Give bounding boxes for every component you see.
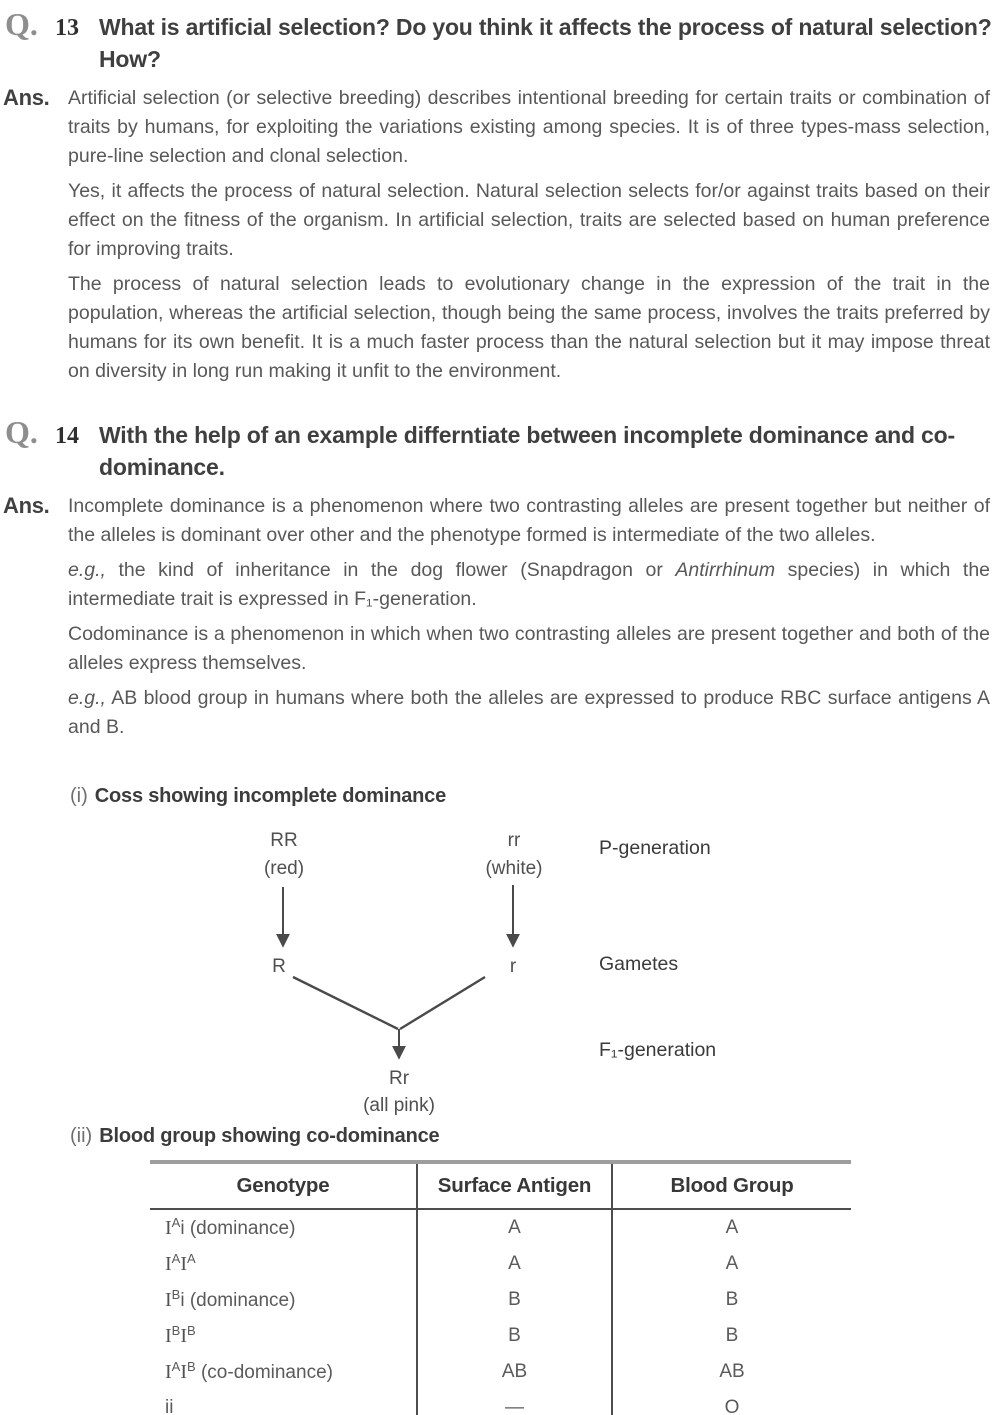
- genotype-text: I: [165, 1216, 172, 1239]
- answer-14-content: [68, 492, 990, 748]
- question-13: [5, 6, 993, 75]
- table-row: [150, 1390, 851, 1415]
- surface-antigen-cell: B: [417, 1318, 612, 1354]
- blood-group-cell: A: [612, 1246, 851, 1282]
- blood-group-cell: O: [612, 1390, 851, 1415]
- species-name: Antirrhinum: [675, 559, 776, 581]
- paragraph: [68, 684, 990, 742]
- paragraph-text: AB blood group in humans where both the alleles are expressed to produce RBC surface antigens A and B.: [68, 687, 990, 738]
- genotype-cell: [150, 1246, 417, 1282]
- column-header-blood-group: Blood Group: [612, 1164, 851, 1209]
- table-row: [150, 1246, 851, 1282]
- surface-antigen-cell: B: [417, 1282, 612, 1318]
- question-marker: Q.: [5, 6, 38, 42]
- genotype-text: I: [180, 1324, 188, 1347]
- surface-antigen-cell: AB: [417, 1354, 612, 1390]
- p-generation-label: P-generation: [599, 837, 711, 859]
- surface-antigen-cell: A: [417, 1246, 612, 1282]
- cross-line-left: [293, 977, 398, 1029]
- table-body: [150, 1209, 851, 1415]
- subheading-text: Blood group showing co-dominance: [99, 1125, 440, 1147]
- genotype-text: I: [165, 1252, 172, 1275]
- subheading-cross-diagram: [70, 785, 446, 808]
- f1-genotype: Rr: [388, 1068, 410, 1089]
- surface-antigen-cell: A: [417, 1209, 612, 1246]
- blood-group-cell: A: [612, 1209, 851, 1246]
- gametes-label: Gametes: [599, 953, 679, 975]
- surface-antigen-cell: —: [417, 1390, 612, 1415]
- incomplete-dominance-cross-diagram: [0, 815, 999, 1120]
- parent1-genotype: RR: [270, 830, 298, 851]
- subheading-blood-group-table: [70, 1125, 439, 1148]
- question-text: With the help of an example differntiate between incomplete dominance and co-dominance.: [99, 422, 955, 480]
- answer-label: Ans.: [3, 85, 50, 110]
- genotype-cell: [150, 1282, 417, 1318]
- table-row: [150, 1318, 851, 1354]
- genotype-text: I: [180, 1360, 188, 1383]
- allele-superscript: A: [171, 1250, 181, 1266]
- question-number: 14: [55, 423, 79, 449]
- allele-superscript: B: [187, 1358, 196, 1374]
- f1-phenotype: (all pink): [363, 1095, 435, 1116]
- allele-superscript: A: [171, 1358, 181, 1374]
- answer-label: Ans.: [3, 493, 50, 518]
- parent1-phenotype: (red): [263, 858, 305, 879]
- table-row: [150, 1354, 851, 1390]
- f1-generation-label: F₁-generation: [599, 1039, 717, 1061]
- paragraph: Incomplete dominance is a phenomenon where two contrasting alleles are present together but neither of the alleles is dominant over other and the phenotype formed is intermediate of the two alleles.: [68, 495, 990, 546]
- allele-superscript: B: [171, 1286, 181, 1302]
- blood-group-cell: B: [612, 1282, 851, 1318]
- table-header-row: [150, 1164, 851, 1209]
- genotype-cell: [150, 1209, 417, 1246]
- table-row: [150, 1209, 851, 1246]
- column-header-genotype: Genotype: [150, 1164, 417, 1209]
- genotype-cell: [150, 1318, 417, 1354]
- paragraph-text: the kind of inheritance in the dog flower (Snapdragon or: [105, 559, 676, 581]
- cross-line-right: [400, 977, 485, 1029]
- question-14: [5, 414, 993, 483]
- gamete-r-small: r: [509, 956, 517, 977]
- genotype-text: (co-dominance): [195, 1361, 333, 1383]
- paragraph-text: species) in which the intermediate trait is expressed in F₁-generation.: [68, 559, 991, 610]
- paragraph: Yes, it affects the process of natural selection. Natural selection selects for/or against traits based on their effect on the fitness of the organism. In artificial selection, traits are selected based on human preference for improving traits.: [68, 180, 990, 260]
- table-row: [150, 1282, 851, 1318]
- genotype-text: i (dominance): [180, 1217, 296, 1239]
- eg-abbrev: e.g.,: [68, 687, 106, 709]
- question-marker: Q.: [5, 414, 38, 450]
- blood-group-cell: B: [612, 1318, 851, 1354]
- parent2-genotype: rr: [507, 830, 521, 851]
- paragraph: Artificial selection (or selective breeding) describes intentional breeding for certain traits or combination of traits by humans, for exploiting the variations existing among species. It is of three types-mass selection, pure-line selection and clonal selection.: [68, 87, 990, 167]
- question-number: 13: [55, 15, 79, 41]
- subheading-text: Coss showing incomplete dominance: [94, 785, 446, 807]
- paragraph: Codominance is a phenomenon in which when two contrasting alleles are present together and both of the alleles express themselves.: [68, 623, 990, 674]
- genotype-cell: [150, 1354, 417, 1390]
- genotype-cell: [150, 1390, 417, 1415]
- allele-superscript: B: [187, 1322, 196, 1338]
- genotype-text: I: [165, 1360, 172, 1383]
- list-marker: (ii): [70, 1125, 93, 1147]
- paragraph: [68, 556, 990, 614]
- parent1-node: [234, 827, 334, 883]
- genotype-text: I: [180, 1252, 188, 1275]
- paragraph: The process of natural selection leads to evolutionary change in the expression of the trait in the population, whereas the artificial selection, though being the same process, involves the traits preferred by humans for its own benefit. It is a much faster process than the natural selection but it may impose threat on diversity in long run making it unfit to the environment.: [68, 273, 990, 382]
- list-marker: (i): [70, 785, 88, 807]
- genotype-text: ii: [165, 1397, 174, 1415]
- eg-abbrev: e.g.,: [68, 559, 106, 581]
- gamete-r-big: R: [272, 956, 286, 977]
- column-header-surface-antigen: Surface Antigen: [417, 1164, 612, 1209]
- answer-14: [3, 492, 990, 748]
- genotype-text: I: [165, 1324, 172, 1347]
- answer-13: [3, 84, 990, 392]
- parent2-phenotype: (white): [485, 858, 543, 879]
- genotype-text: i (dominance): [180, 1289, 296, 1311]
- blood-group-cell: AB: [612, 1354, 851, 1390]
- allele-superscript: B: [171, 1322, 181, 1338]
- blood-group-table: [150, 1160, 851, 1415]
- answer-13-content: [68, 84, 990, 392]
- genotype-text: I: [165, 1288, 172, 1311]
- question-text: What is artificial selection? Do you think it affects the process of natural selection? How?: [99, 14, 992, 72]
- parent2-node: [464, 827, 564, 883]
- allele-superscript: A: [187, 1250, 196, 1266]
- allele-superscript: A: [171, 1214, 181, 1230]
